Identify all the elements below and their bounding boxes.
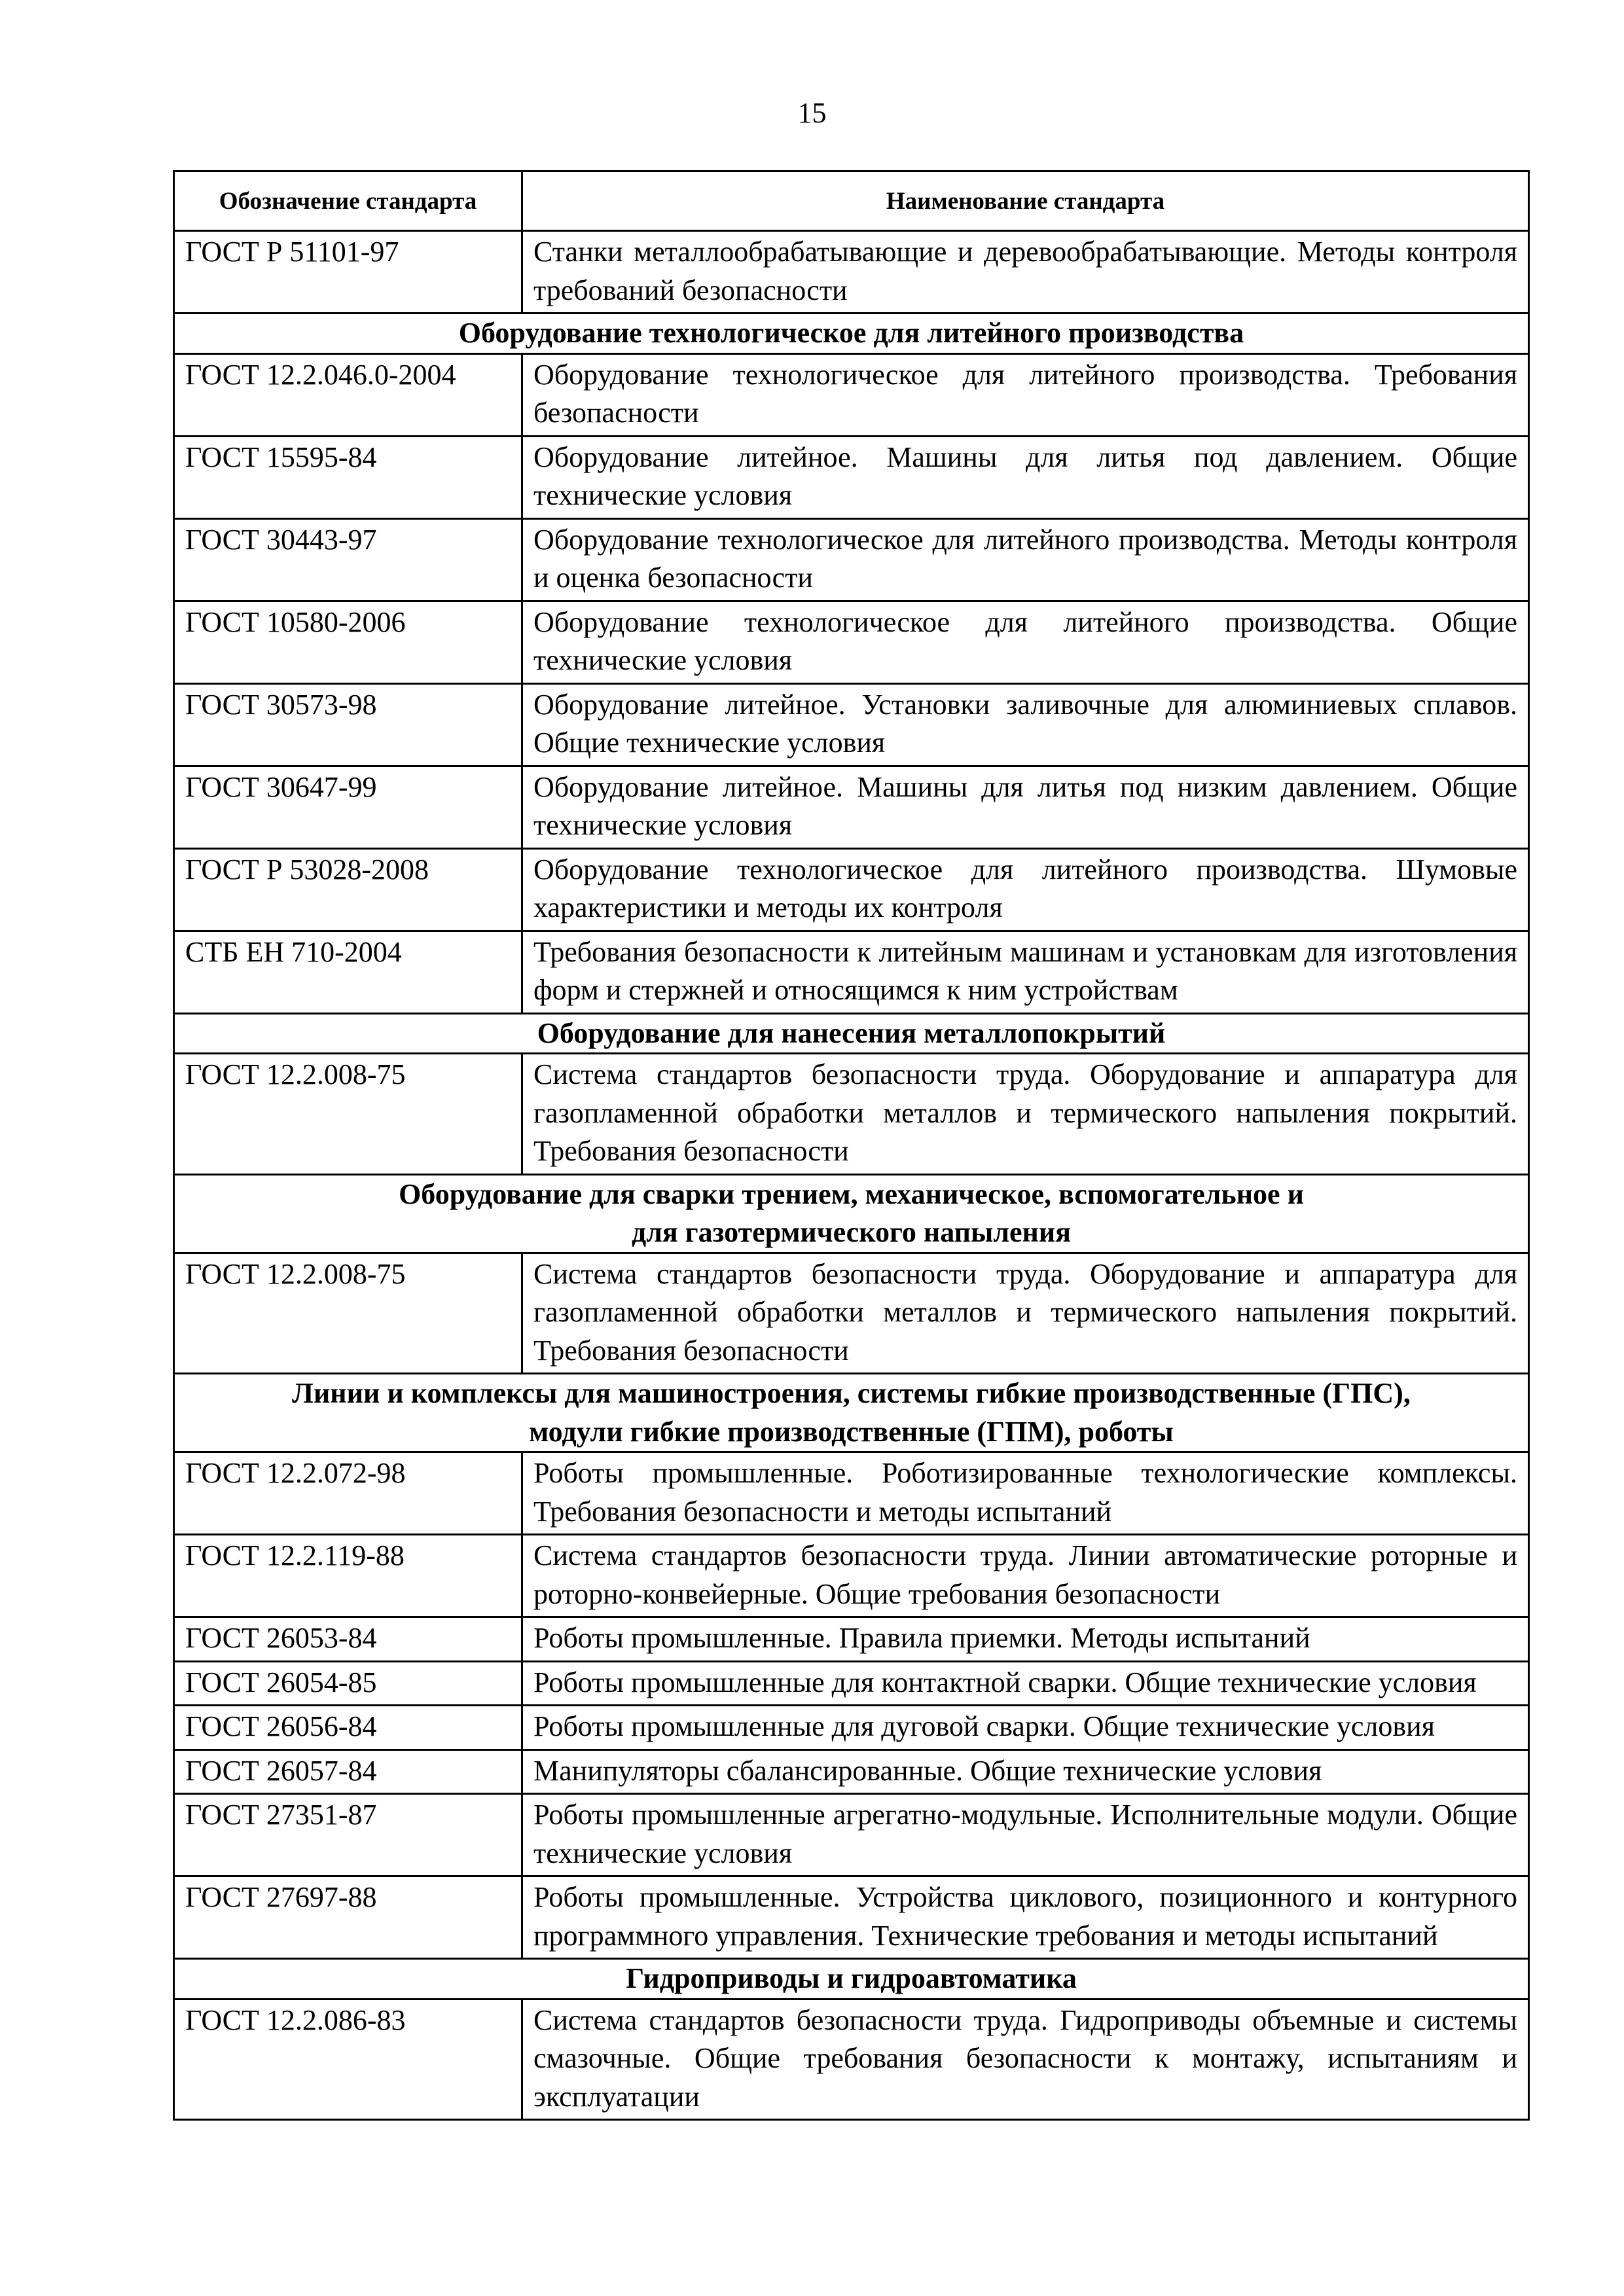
table-row: [174, 601, 1529, 683]
table-row: [174, 1452, 1529, 1535]
standard-name: Роботы промышленные агрегатно-модульные. Исполнительные модули. Общие технические условия: [522, 1794, 1529, 1876]
standard-name: Система стандартов безопасности труда. Гидроприводы объемные и системы смазочные. Общие требования безопасности к монтажу, испытаниям и эксплуатации: [522, 1999, 1529, 2120]
table-row: [174, 1794, 1529, 1876]
standard-code: ГОСТ 26054-85: [174, 1661, 522, 1706]
standard-code: ГОСТ 27697-88: [174, 1876, 522, 1959]
standard-name: Оборудование технологическое для литейного производства. Шумовые характеристики и методы их контроля: [522, 848, 1529, 931]
standard-name: Система стандартов безопасности труда. Оборудование и аппаратура для газопламенной обработки металлов и термического напыления покрытий. Требования безопасности: [522, 1054, 1529, 1175]
section-row: [174, 1959, 1529, 2000]
standard-name: Оборудование технологическое для литейного производства. Общие технические условия: [522, 601, 1529, 683]
column-header-designation: Обозначение стандарта: [174, 171, 522, 231]
table-row: [174, 1876, 1529, 1959]
standard-code: ГОСТ 26053-84: [174, 1617, 522, 1662]
section-heading: Оборудование технологическое для литейного производства: [174, 314, 1529, 354]
table-header: [174, 171, 1529, 231]
table-row: [174, 683, 1529, 766]
table-row: [174, 1617, 1529, 1662]
standard-name: Манипуляторы сбалансированные. Общие технические условия: [522, 1749, 1529, 1794]
table-row: [174, 766, 1529, 848]
standard-code: ГОСТ 30443-97: [174, 518, 522, 601]
standard-name: Система стандартов безопасности труда. Линии автоматические роторные и роторно-конвейерные. Общие требования безопасности: [522, 1535, 1529, 1617]
table-header-row: [174, 171, 1529, 231]
standard-code: ГОСТ 12.2.008-75: [174, 1253, 522, 1374]
standard-name: Роботы промышленные для контактной сварки. Общие технические условия: [522, 1661, 1529, 1706]
standard-code: ГОСТ 30647-99: [174, 766, 522, 848]
standard-name: Роботы промышленные. Правила приемки. Методы испытаний: [522, 1617, 1529, 1662]
table-row: [174, 848, 1529, 931]
standard-code: ГОСТ Р 53028-2008: [174, 848, 522, 931]
standard-name: Оборудование технологическое для литейного производства. Методы контроля и оценка безопасности: [522, 518, 1529, 601]
table-row: [174, 1749, 1529, 1794]
table-row: [174, 1706, 1529, 1750]
standard-code: ГОСТ 12.2.119-88: [174, 1535, 522, 1617]
standard-name: Требования безопасности к литейным машинам и установкам для изготовления форм и стержней и относящимся к ним устройствам: [522, 931, 1529, 1013]
section-row: [174, 314, 1529, 354]
standard-code: СТБ ЕН 710-2004: [174, 931, 522, 1013]
standard-name: Роботы промышленные. Устройства циклового, позиционного и контурного программного управления. Технические требования и методы испытаний: [522, 1876, 1529, 1959]
table-body: [174, 231, 1529, 2120]
section-row: [174, 1013, 1529, 1054]
table-row: [174, 1999, 1529, 2120]
standard-code: ГОСТ 12.2.072-98: [174, 1452, 522, 1535]
table-row: [174, 931, 1529, 1013]
standard-code: ГОСТ 12.2.008-75: [174, 1054, 522, 1175]
table-row: [174, 353, 1529, 436]
standard-code: ГОСТ 15595-84: [174, 436, 522, 518]
table-row: [174, 1661, 1529, 1706]
table-row: [174, 436, 1529, 518]
standard-code: ГОСТ 30573-98: [174, 683, 522, 766]
table-row: [174, 1054, 1529, 1175]
standard-name: Оборудование литейное. Машины для литья под низким давлением. Общие технические условия: [522, 766, 1529, 848]
standard-code: ГОСТ Р 51101-97: [174, 231, 522, 314]
standard-name: Оборудование литейное. Установки заливочные для алюминиевых сплавов. Общие технические условия: [522, 683, 1529, 766]
page-number: 15: [797, 97, 827, 129]
standard-code: ГОСТ 12.2.046.0-2004: [174, 353, 522, 436]
section-heading: Оборудование для сварки трением, механическое, вспомогательное и для газотермического напыления: [174, 1174, 1529, 1253]
standard-code: ГОСТ 27351-87: [174, 1794, 522, 1876]
standards-table: [173, 170, 1530, 2121]
table-row: [174, 231, 1529, 314]
table-row: [174, 518, 1529, 601]
section-row: [174, 1374, 1529, 1452]
standard-code: ГОСТ 12.2.086-83: [174, 1999, 522, 2120]
standard-name: Оборудование технологическое для литейного производства. Требования безопасности: [522, 353, 1529, 436]
standard-name: Роботы промышленные для дуговой сварки. Общие технические условия: [522, 1706, 1529, 1750]
column-header-name: Наименование стандарта: [522, 171, 1529, 231]
standard-name: Роботы промышленные. Роботизированные технологические комплексы. Требования безопасности и методы испытаний: [522, 1452, 1529, 1535]
standard-name: Система стандартов безопасности труда. Оборудование и аппаратура для газопламенной обработки металлов и термического напыления покрытий. Требования безопасности: [522, 1253, 1529, 1374]
standard-code: ГОСТ 26056-84: [174, 1706, 522, 1750]
table-row: [174, 1253, 1529, 1374]
standard-code: ГОСТ 10580-2006: [174, 601, 522, 683]
section-heading: Линии и комплексы для машиностроения, системы гибкие производственные (ГПС), модули гибкие производственные (ГПМ), роботы: [174, 1374, 1529, 1452]
standard-name: Оборудование литейное. Машины для литья под давлением. Общие технические условия: [522, 436, 1529, 518]
standard-name: Станки металлообрабатывающие и деревообрабатывающие. Методы контроля требований безопасности: [522, 231, 1529, 314]
standard-code: ГОСТ 26057-84: [174, 1749, 522, 1794]
table-row: [174, 1535, 1529, 1617]
section-row: [174, 1174, 1529, 1253]
section-heading: Гидроприводы и гидроавтоматика: [174, 1959, 1529, 2000]
section-heading: Оборудование для нанесения металлопокрытий: [174, 1013, 1529, 1054]
